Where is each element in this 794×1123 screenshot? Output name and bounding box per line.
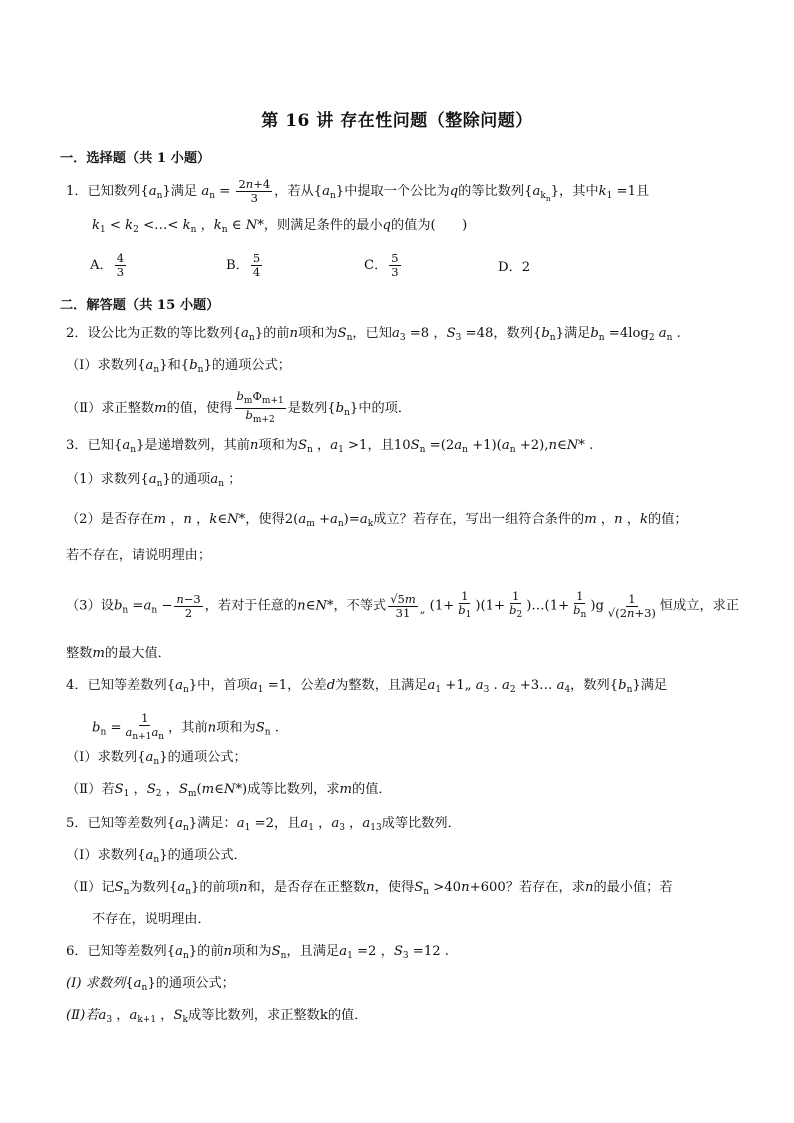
question-1-options: [66, 252, 738, 282]
question-2-part-2: （Ⅱ）求正整数m的值，使得 $\frac{b_m\Phi_{m+1}}{b_{m+2}}$ 是数列$\{b_n\}$中的项．: [66, 389, 412, 425]
page-title: 第 16 讲 存在性问题（整除问题）: [261, 111, 533, 131]
question-4-part-2: （Ⅱ）若$S_1$ ，$S_2$ ，$S_m(m\in N*)$成等比数列，求m的值．: [66, 782, 392, 799]
question-3-part-2: （2）是否存在m ，n ，k∈N*，使得$2(a_m +a_n)=a_k$成立？若存在，写出一组符合条件的m ，n ，k的值；: [66, 512, 688, 529]
question-6-line-1: 6．已知等差数列$\{a_n\}$的前n项和为$S_n$，且满足$a_1 =2$ ，$S_3 =12$ .: [66, 944, 449, 961]
question-3-part-3-cont: 整数m的最大值．: [66, 646, 171, 661]
question-2-part-1: （Ⅰ）求数列$\{a_n\}$和$\{b_n\}$的通项公式；: [66, 358, 291, 375]
question-2-line-1: 2．设公比为正数的等比数列$\{a_n\}$的前n项和为$S_n$，已知$a_3 =8$ ，$S_3 =48$，数列$\{b_n\}$满足$b_n =4\log_2$ $a_n$ .: [66, 326, 681, 343]
question-1-line-2: $k_1 < k_2$ <…< $k_n$ ，$k_n$ ∈ N*，则满足条件的最小q的值为( ): [92, 218, 468, 235]
question-5-part-2: （Ⅱ）记$S_n$为数列$\{a_n\}$的前项n和，是否存在正整数n，使得$S_n >40n+600$？若存在，求n的最小值；若: [66, 880, 673, 897]
question-1-line-1: 1．已知数列$\{a_n\}$满足 $a_n$ = $\frac{2n+4}{3}$ ，若从$\{a_n\}$中提取一个公比为q的等比数列$\{a_{k_n}\}$，其中$k_1 =1$且: [66, 177, 650, 205]
question-4-line-2: $b_n$ = $\frac{1}{a_{n+1}a_n}$ ，其前n项和为$S_n$ .: [92, 711, 279, 742]
question-3-part-3: （3）设$b_n =a_n$ − $\frac{n-3}{2}$ ，若对于任意的n∈N*，不等式 $\frac{√5m}{31}$ $_„$ (1+ $\frac{1}{b_1}$ )(1+ $\frac{1}{b_2}$ )…(1+ $\frac{1}{b_n}$ )g $\frac{1}{√(2n+3)}$ 恒成立，求正: [66, 589, 740, 620]
question-4-part-1: （Ⅰ）求数列$\{a_n\}$的通项公式；: [66, 750, 247, 767]
question-4-line-1: 4．已知等差数列$\{a_n\}$中，首项$a_1 =1$，公差d为整数，且满足$a_1$ +1„ $a_3$ . $a_2$ +3… $a_4$，数列$\{b_n\}$满足: [66, 678, 668, 695]
question-5-part-2-cont: 不存在，说明理由．: [92, 912, 211, 927]
section-heading-choice: 一．选择题（共 1 小题）: [60, 151, 211, 166]
question-3-part-1: （1）求数列$\{a_n\}$的通项$a_n$ ；: [66, 472, 242, 489]
question-5-part-1: （Ⅰ）求数列$\{a_n\}$的通项公式．: [66, 848, 247, 865]
option-b[interactable]: B． $\frac{5}{4}$: [226, 251, 261, 279]
question-3-part-2-cont: 若不存在，请说明理由；: [66, 548, 212, 563]
question-6-part-1: (Ⅰ) 求数列$\{a_n\}$的通项公式；: [66, 976, 235, 993]
section-heading-answer: 二．解答题（共 15 小题）: [60, 298, 220, 313]
option-d[interactable]: D．2: [498, 260, 531, 275]
question-6-part-2: (Ⅱ)若$a_3$ ，$a_{k+1}$ ，$S_k$成等比数列，求正整数k的值．: [66, 1008, 368, 1025]
option-a[interactable]: A． $\frac{4}{3}$: [90, 251, 125, 279]
option-c[interactable]: C． $\frac{5}{3}$: [364, 251, 399, 279]
question-3-line-1: 3．已知$\{a_n\}$是递增数列，其前n项和为$S_n$ ，$a_1 >1$，且$10S_n =(2a_n +1)(a_n$ +2),n∈N* .: [66, 438, 594, 455]
question-5-line-1: 5．已知等差数列$\{a_n\}$满足：$a_1 =2$，且$a_1$ ，$a_3$ ，$a_{13}$成等比数列．: [66, 816, 461, 833]
